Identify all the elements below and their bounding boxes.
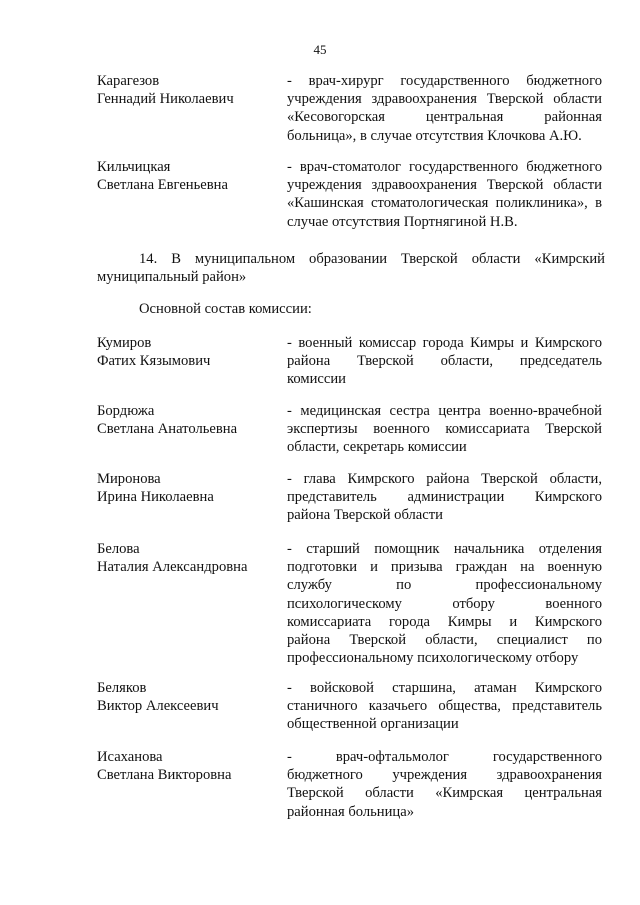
member-surname: Миронова [97, 471, 161, 487]
member-surname: Карагезов [97, 73, 160, 89]
member-surname: Беляков [97, 680, 147, 696]
role-line: Тверской области «Кимрская центральная [287, 785, 602, 802]
member-role [287, 748, 602, 821]
member-role [287, 679, 602, 734]
role-line: представитель администрации Кимрского [287, 489, 602, 506]
role-line: - войсковой старшина, атаман Кимрского [287, 680, 602, 696]
section-heading [97, 250, 605, 286]
role-line: района Тверской области [287, 507, 443, 524]
member-role [287, 158, 602, 231]
member-role [287, 72, 602, 145]
member-name [97, 402, 287, 438]
role-line: «Кашинская стоматологическая поликлиника», в [287, 195, 602, 212]
role-line: подготовки и призыва граждан на военную [287, 559, 602, 576]
member-surname: Кильчицкая [97, 159, 171, 175]
role-line: психологическому отбору военного [287, 595, 602, 612]
member-role [287, 470, 602, 525]
member-given-names: Геннадий Николаевич [97, 91, 234, 108]
role-line: районная больница» [287, 803, 415, 820]
role-line: профессиональному психологическому отбору [287, 650, 579, 667]
member-surname: Кумиров [97, 335, 152, 351]
role-line: - врач-стоматолог государственного бюджетного [287, 159, 602, 175]
section-heading-line: 14. В муниципальном образовании Тверской области «Кимрский [139, 251, 605, 267]
role-line: - глава Кимрского района Тверской области, [287, 471, 602, 487]
role-line: случае отсутствия Портнягиной Н.В. [287, 213, 518, 230]
role-line: комиссии [287, 371, 346, 388]
role-line: службу по профессиональному [287, 577, 602, 594]
member-given-names: Наталия Александровна [97, 559, 248, 576]
member-role [287, 402, 602, 457]
member-role [287, 334, 602, 389]
role-line: района Тверской области, специалист по [287, 632, 602, 649]
member-given-names: Светлана Евгеньевна [97, 177, 228, 194]
subheading-text: Основной состав комиссии: [139, 301, 312, 317]
role-line: района Тверской области, председатель [287, 353, 602, 370]
member-name [97, 334, 287, 370]
section-heading-line: муниципальный район» [97, 269, 247, 286]
role-line: - медицинская сестра центра военно-врачебной [287, 403, 602, 419]
role-line: - врач-хирург государственного бюджетного [287, 73, 602, 89]
role-line: учреждения здравоохранения Тверской области [287, 177, 602, 194]
member-given-names: Виктор Алексеевич [97, 698, 219, 715]
role-line: учреждения здравоохранения Тверской области [287, 91, 602, 108]
member-given-names: Фатих Кязымович [97, 353, 211, 370]
member-given-names: Светлана Викторовна [97, 767, 232, 784]
member-surname: Бордюжа [97, 403, 155, 419]
role-line: - военный комиссар города Кимры и Кимрского [287, 335, 602, 351]
role-line: бюджетного учреждения здравоохранения [287, 767, 602, 784]
member-role [287, 540, 602, 667]
member-surname: Исаханова [97, 749, 163, 765]
role-line: станичного казачьего общества, представитель [287, 698, 602, 715]
section-subheading [97, 300, 605, 318]
member-name [97, 748, 287, 784]
role-line: «Кесовогорская центральная районная [287, 109, 602, 126]
member-given-names: Светлана Анатольевна [97, 421, 238, 438]
member-name [97, 470, 287, 506]
role-line: области, секретарь комиссии [287, 439, 467, 456]
role-line: общественной организации [287, 716, 459, 733]
role-line: экспертизы военного комиссариата Тверской [287, 421, 602, 438]
role-line: - врач-офтальмолог государственного [287, 749, 602, 765]
role-line: больница», в случае отсутствия Клочкова А.Ю. [287, 127, 582, 144]
member-name [97, 679, 287, 715]
member-given-names: Ирина Николаевна [97, 489, 214, 506]
role-line: - старший помощник начальника отделения [287, 541, 602, 557]
page-number: 45 [313, 42, 327, 57]
member-name [97, 158, 287, 194]
member-surname: Белова [97, 541, 140, 557]
member-name [97, 540, 287, 576]
role-line: комиссариата города Кимры и Кимрского [287, 613, 602, 630]
member-name [97, 72, 287, 108]
